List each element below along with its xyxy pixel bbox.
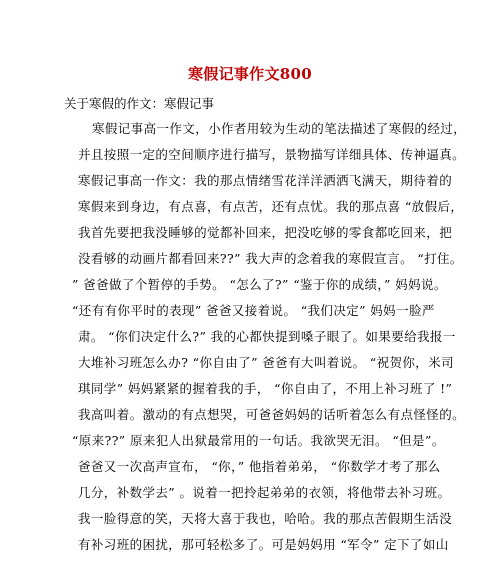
document-title: 寒假记事作文800	[187, 65, 312, 83]
text-line: ” 爸爸做了个暂停的手势。 “怎么了?” “鉴于你的成绩，” 妈妈说。	[72, 277, 447, 292]
text-line: 肃。 “你们决定什么?” 我的心都快提到嗓子眼了。如果要给我报一	[78, 329, 456, 344]
text-line: 我高叫着。激动的有点想哭，可爸爸妈妈的话听着怎么有点怪怪的。	[78, 407, 466, 422]
text-line: 大堆补习班怎么办? “你自由了” 爸爸有大叫着说。 “祝贺你，米司	[78, 355, 454, 370]
text-line: 寒假来到身边，有点喜，有点苦，还有点忧。我的那点喜 “放假后，	[78, 199, 464, 214]
text-line: 并且按照一定的空间顺序进行描写，景物描写详细具体、传神逼真。	[78, 147, 466, 162]
text-line: 琪同学” 妈妈紧紧的握着我的手， “你自由了，不用上补习班了 !”	[78, 381, 453, 396]
text-line: 有补习班的困扰，那可轻松多了。可是妈妈用 “军令” 定下了如山	[78, 537, 449, 552]
text-line: “原来??” 原来犯人出狱最常用的一句话。我欲哭无泪。 “但是”。	[72, 433, 445, 448]
text-line: 几分，补数学去” 。说着一把拎起弟弟的衣领，将他带去补习班。	[78, 485, 451, 500]
text-line: 没看够的动画片都看回来??” 我大声的念着我的寒假宣言。 “打住。	[78, 251, 463, 266]
text-line: 寒假记事高一作文：我的那点情绪雪花洋洋洒洒飞满天，期待着的	[78, 173, 453, 188]
text-line: 寒假记事高一作文，小作者用较为生动的笔法描述了寒假的经过，	[92, 121, 467, 136]
text-line: 我一脸得意的笑，天将大喜于我也，哈哈。我的那点苦假期生活没	[78, 511, 453, 526]
document-subtitle: 关于寒假的作文：寒假记事	[64, 96, 215, 111]
text-line: 我首先要把我没睡够的觉都补回来，把没吃够的零食都吃回来，把	[78, 225, 453, 240]
text-line: “还有有你平时的表现” 爸爸又接着说。 “我们决定” 妈妈一脸严	[72, 303, 435, 318]
text-line: 爸爸又一次高声宣布， “你，” 他指着弟弟， “你数学才考了那么	[78, 459, 441, 474]
